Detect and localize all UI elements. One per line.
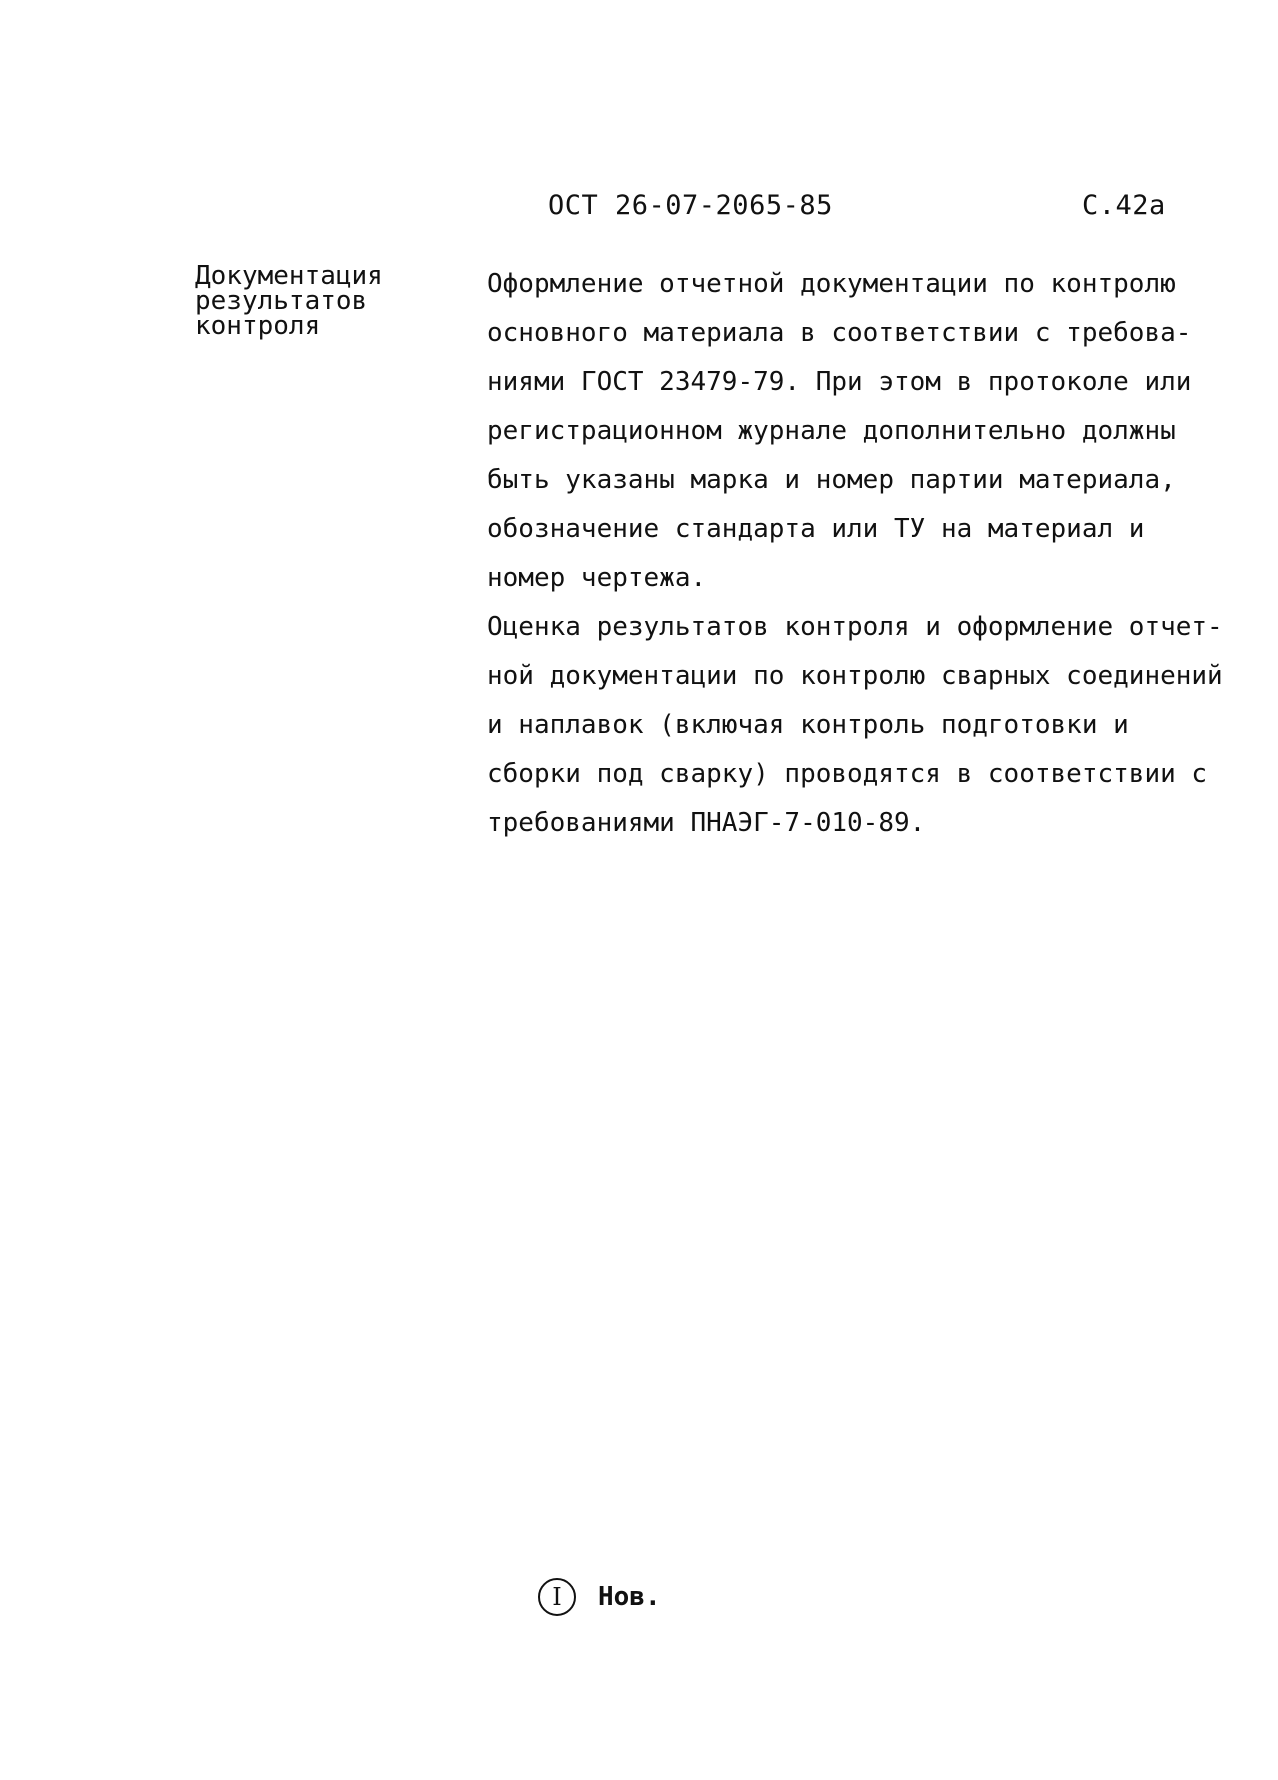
revision-number-circle: I	[538, 1578, 576, 1616]
paragraph-report-documentation	[487, 260, 1232, 603]
text-line: Оценка результатов контроля и оформление отчет-	[487, 612, 1223, 642]
text-line: ной документации по контролю сварных соединений	[487, 661, 1223, 691]
text-line: быть указаны марка и номер партии материала,	[487, 465, 1176, 495]
page-number: С.42а	[1082, 190, 1166, 221]
text-line: и наплавок (включая контроль подготовки и	[487, 710, 1129, 740]
section-label-line: контроля	[195, 311, 321, 341]
section-body	[487, 260, 1232, 848]
text-line: основного материала в соответствии с требова-	[487, 318, 1192, 348]
section-label	[195, 261, 425, 341]
text-line: регистрационном журнале дополнительно должны	[487, 416, 1176, 446]
revision-note: Нов.	[598, 1582, 661, 1612]
paragraph-weld-evaluation	[487, 603, 1232, 848]
text-line: требованиями ПНАЭГ-7-010-89.	[487, 808, 926, 838]
text-line: номер чертежа.	[487, 563, 707, 593]
section-label-line: Документация	[195, 261, 383, 291]
text-line: Оформление отчетной документации по контролю	[487, 269, 1176, 299]
text-line: сборки под сварку) проводятся в соответствии с	[487, 759, 1208, 789]
text-line: обозначение стандарта или ТУ на материал и	[487, 514, 1145, 544]
section-label-line: результатов	[195, 286, 368, 316]
document-code: ОСТ 26-07-2065-85	[548, 190, 833, 221]
text-line: ниями ГОСТ 23479-79. При этом в протоколе или	[487, 367, 1192, 397]
revision-footer	[538, 1578, 661, 1616]
